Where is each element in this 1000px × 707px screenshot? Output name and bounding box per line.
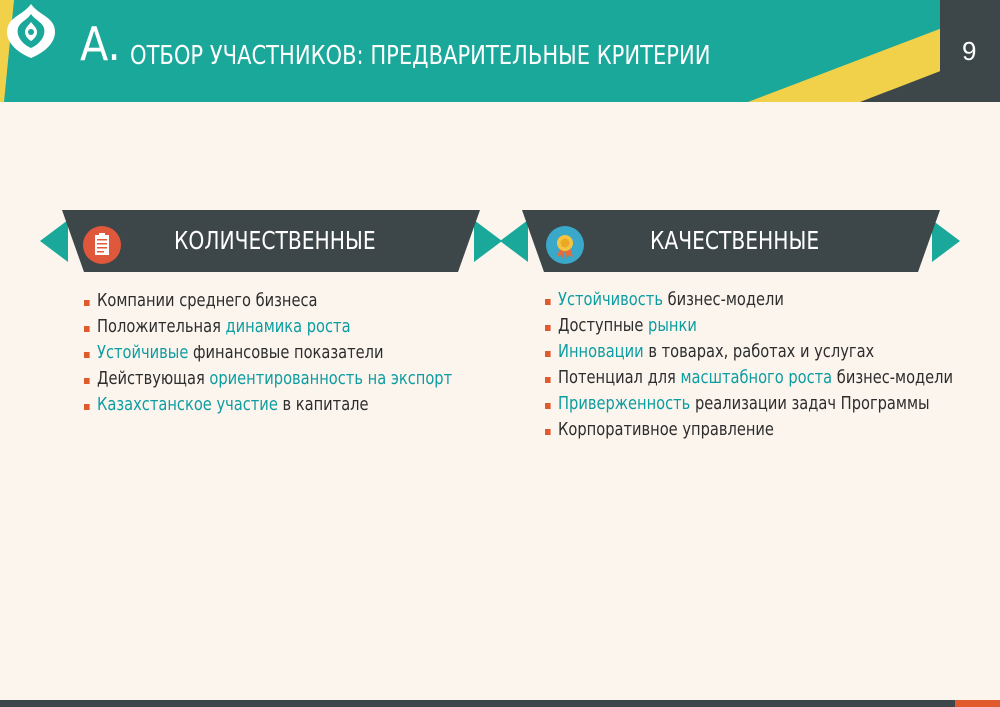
page-number: 9 [962,36,977,66]
award-ribbon-icon [546,226,584,264]
clipboard-icon [83,226,121,264]
quantitative-criteria-list [84,288,480,418]
list-item: Потенциал для масштабного роста бизнес-модели [545,365,953,391]
section-letter: A. [80,17,121,71]
list-item: Корпоративное управление [545,417,953,443]
qualitative-banner [500,210,960,272]
list-item: Положительная динамика роста [84,314,452,340]
list-item: Компании среднего бизнеса [84,288,452,314]
list-item: Устойчивость бизнес-модели [545,287,953,313]
quantitative-banner [40,210,502,272]
qualitative-criteria-list [545,287,984,443]
footer-bar [0,700,1000,707]
list-item: Приверженность реализации задач Программы [545,391,953,417]
list-item: Инновации в товарах, работах и услугах [545,339,953,365]
list-item: Казахстанское участие в капитале [84,392,452,418]
ornament-logo-icon [0,0,62,62]
list-item: Действующая ориентированность на экспорт [84,366,452,392]
list-item: Устойчивые финансовые показатели [84,340,452,366]
page-title: ОТБОР УЧАСТНИКОВ: ПРЕДВАРИТЕЛЬНЫЕ КРИТЕРИИ [130,41,711,71]
qualitative-heading: КАЧЕСТВЕННЫЕ [650,226,820,255]
quantitative-heading: КОЛИЧЕСТВЕННЫЕ [174,226,376,255]
list-item: Доступные рынки [545,313,953,339]
footer-accent [955,700,1000,707]
header-bar [0,0,1000,102]
